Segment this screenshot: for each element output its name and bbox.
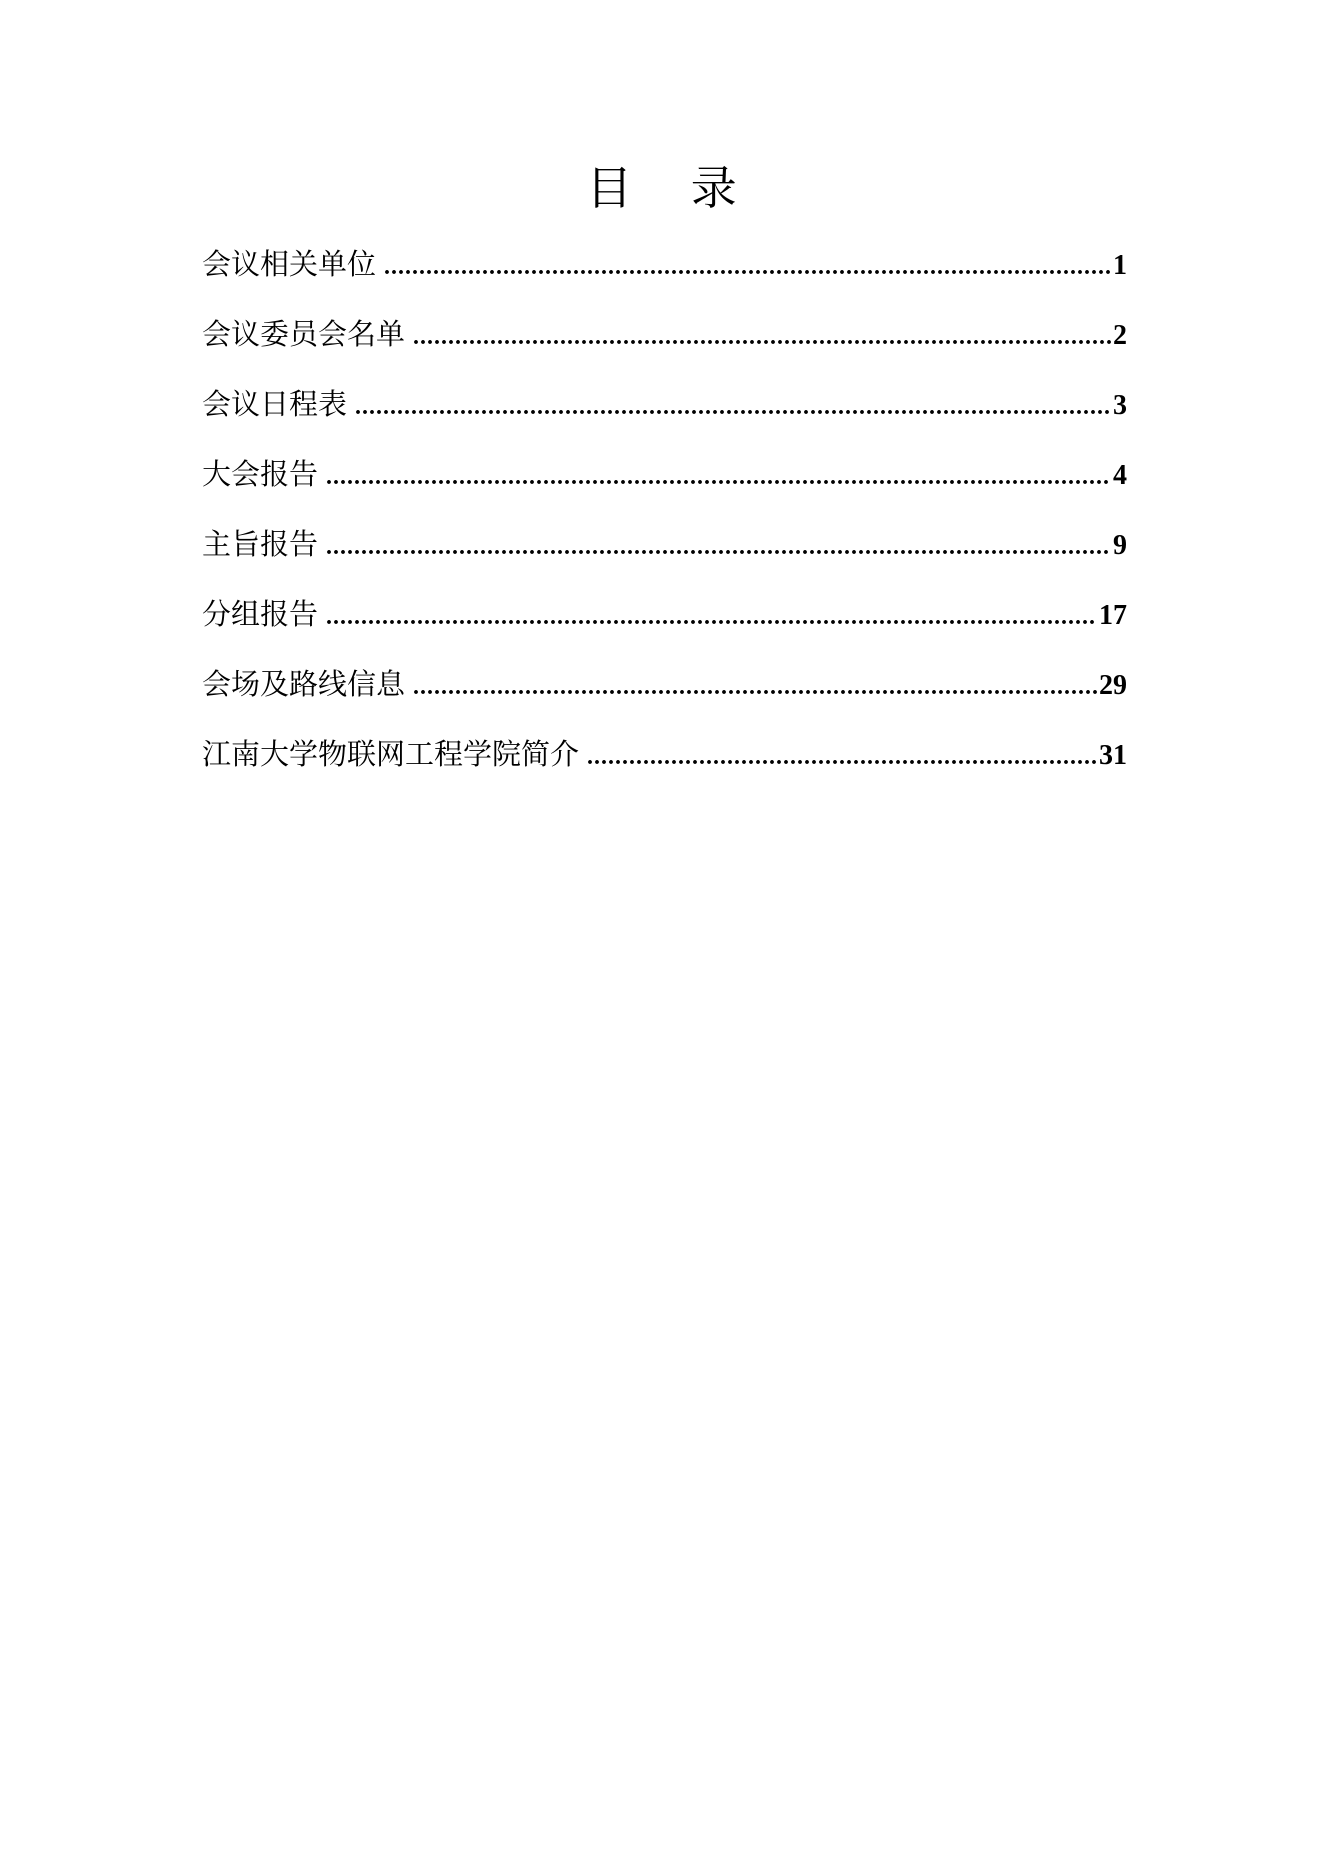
toc-entry[interactable]	[202, 310, 1127, 380]
page-title: 目 录	[586, 161, 737, 215]
toc-entry[interactable]	[202, 520, 1127, 590]
toc-entry-page: 29	[1099, 670, 1127, 701]
toc-entry-label: 会议委员会名单	[202, 317, 406, 351]
toc-dot-leader	[355, 383, 1111, 431]
toc-entry[interactable]	[202, 240, 1127, 310]
toc-dot-leader	[413, 663, 1097, 711]
toc-entry[interactable]	[202, 730, 1127, 800]
toc-entry[interactable]	[202, 450, 1127, 520]
toc-entry[interactable]	[202, 660, 1127, 730]
toc-dot-leader	[384, 243, 1111, 291]
toc-dot-leader	[326, 523, 1111, 571]
toc-dot-leader	[587, 733, 1097, 781]
toc-entry-label: 会场及路线信息	[202, 667, 406, 701]
toc-entry-page: 17	[1099, 600, 1127, 631]
table-of-contents	[202, 240, 1127, 800]
toc-dot-leader	[326, 453, 1111, 501]
toc-entry-page: 3	[1113, 390, 1127, 421]
toc-dot-leader	[326, 593, 1097, 641]
toc-entry-label: 江南大学物联网工程学院简介	[202, 737, 580, 771]
toc-entry-label: 会议相关单位	[202, 247, 377, 281]
toc-entry-page: 4	[1113, 460, 1127, 491]
toc-entry-page: 2	[1113, 320, 1127, 351]
toc-entry-page: 31	[1099, 740, 1127, 771]
toc-entry-page: 1	[1113, 250, 1127, 281]
toc-entry-page: 9	[1113, 530, 1127, 561]
toc-entry-label: 大会报告	[202, 457, 319, 491]
toc-entry[interactable]	[202, 380, 1127, 450]
toc-entry[interactable]	[202, 590, 1127, 660]
toc-entry-label: 主旨报告	[202, 527, 319, 561]
toc-dot-leader	[413, 313, 1111, 361]
toc-entry-label: 会议日程表	[202, 387, 348, 421]
toc-entry-label: 分组报告	[202, 597, 319, 631]
